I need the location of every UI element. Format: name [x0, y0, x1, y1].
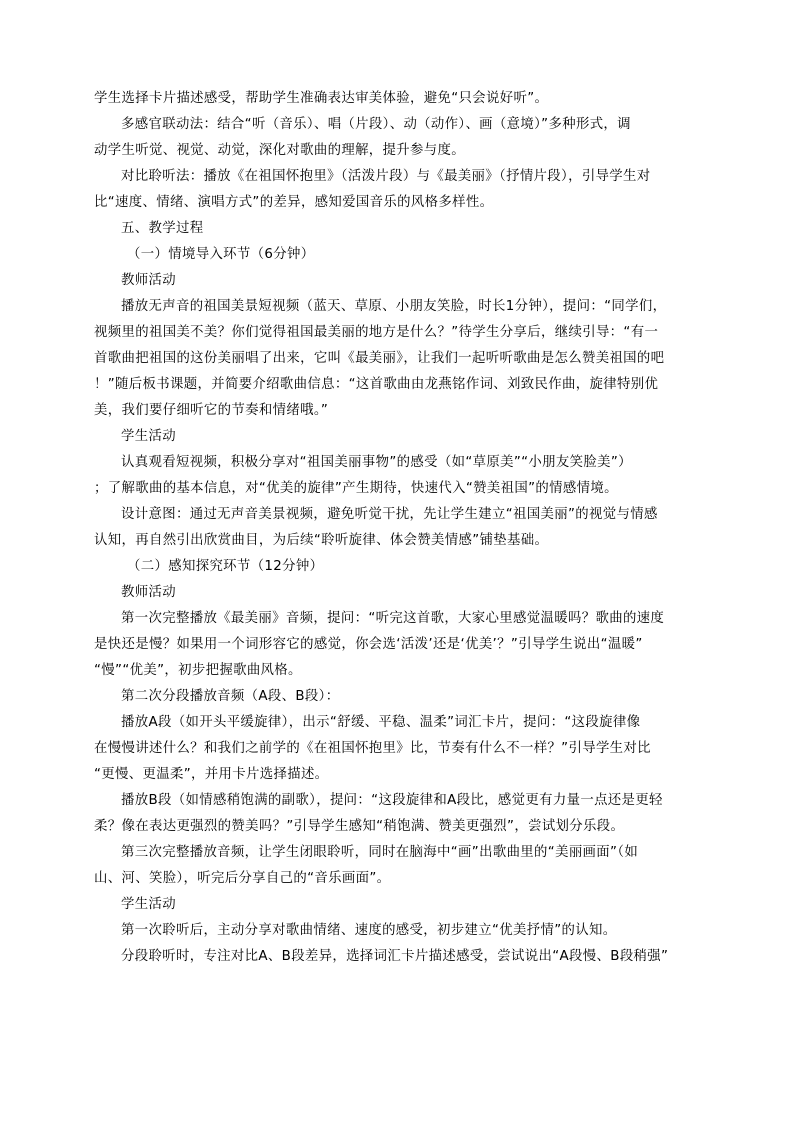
text-line: “慢”“优美”，初步把握歌曲风格。	[94, 663, 302, 678]
text-line: 在慢慢讲述什么？和我们之前学的《在祖国怀抱里》比，节奏有什么不一样？”引导学生对比	[94, 741, 651, 756]
text-line: ！”随后板书课题，并简要介绍歌曲信息：“这首歌曲由龙燕铭作词、刘致民作曲，旋律特别优	[94, 377, 659, 392]
text-line: 比“速度、情绪、演唱方式”的差异，感知爱国音乐的风格多样性。	[94, 195, 494, 210]
text-line: 第三次完整播放音频，让学生闭眼聆听，同时在脑海中“画”出歌曲里的“美丽画面”（如	[121, 845, 639, 860]
text-line: 山、河、笑脸），听完后分享自己的“音乐画面”。	[94, 871, 391, 886]
text-line: 第一次聆听后，主动分享对歌曲情绪、速度的感受，初步建立“优美抒情”的认知。	[121, 923, 617, 938]
text-line: 学生活动	[121, 897, 176, 912]
text-line: ；了解歌曲的基本信息，对“优美的旋律”产生期待，快速代入“赞美祖国”的情感情境。	[94, 481, 618, 496]
text-line: 分段聆听时，专注对比A、B段差异，选择词汇卡片描述感受，尝试说出“A段慢、B段稍强”	[121, 949, 669, 964]
text-line: 柔？像在表达更强烈的赞美吗？”引导学生感知“稍饱满、赞美更强烈”，尝试划分乐段。	[94, 819, 625, 834]
text-line: 播放无声音的祖国美景短视频（蓝天、草原、小朋友笑脸，时长1分钟），提问：“同学们，	[121, 299, 667, 314]
text-line: 美，我们要仔细听它的节奏和情绪哦。”	[94, 403, 329, 418]
text-line: 对比聆听法：播放《在祖国怀抱里》（活泼片段）与《最美丽》（抒情片段），引导学生对	[121, 169, 651, 184]
text-line: 视频里的祖国美不美？你们觉得祖国最美丽的地方是什么？”待学生分享后，继续引导：“有一	[94, 325, 659, 340]
text-line: 五、教学过程	[121, 221, 204, 236]
text-line: 认真观看短视频，积极分享对“祖国美丽事物”的感受（如“草原美”“小朋友笑脸美”）	[121, 455, 632, 470]
text-line: 是快还是慢？如果用一个词形容它的感觉，你会选‘活泼’还是‘优美’？”引导学生说出“温暖”	[94, 637, 643, 652]
text-line: 首歌曲把祖国的这份美丽唱了出来，它叫《最美丽》，让我们一起听听歌曲是怎么赞美祖国的吧	[94, 351, 665, 366]
section-subheading: （二）感知探究环节（12分钟）	[127, 559, 324, 574]
text-line: 认知，再自然引出欣赏曲目，为后续“聆听旋律、体会赞美情感”铺垫基础。	[94, 533, 549, 548]
text-line: 播放A段（如开头平缓旋律），出示“舒缓、平稳、温柔”词汇卡片，提问：“这段旋律像	[121, 715, 641, 730]
text-line: 学生活动	[121, 429, 176, 444]
text-line: 第一次完整播放《最美丽》音频，提问：“听完这首歌，大家心里感觉温暖吗？歌曲的速度	[121, 611, 665, 626]
text-line: 设计意图：通过无声音美景视频，避免听觉干扰，先让学生建立“祖国美丽”的视觉与情感	[121, 507, 658, 522]
section-subheading: （一）情境导入环节（6分钟）	[127, 247, 315, 262]
text-line: 学生选择卡片描述感受，帮助学生准确表达审美体验，避免“只会说好听”。	[94, 91, 549, 106]
text-line: 第二次分段播放音频（A段、B段）：	[121, 689, 340, 704]
text-line: 教师活动	[121, 585, 176, 600]
text-line: 教师活动	[121, 273, 176, 288]
text-line: 播放B段（如情感稍饱满的副歌），提问：“这段旋律和A段比，感觉更有力量一点还是更轻	[121, 793, 663, 808]
text-line: 动学生听觉、视觉、动觉，深化对歌曲的理解，提升参与度。	[94, 143, 465, 158]
text-line: “更慢、更温柔”，并用卡片选择描述。	[94, 767, 329, 782]
document-body	[94, 86, 708, 970]
text-line: 多感官联动法：结合“听（音乐）、唱（片段）、动（动作）、画（意境）”多种形式，调	[121, 117, 631, 132]
